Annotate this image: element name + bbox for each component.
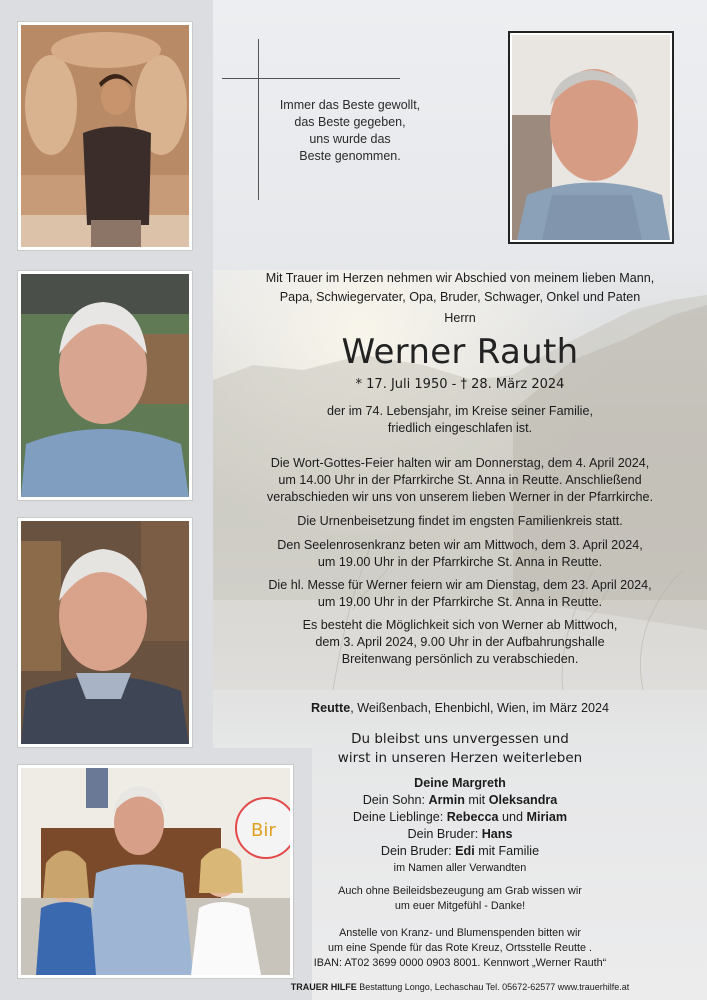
urn-burial: Die Urnenbeisetzung findet im engsten Familienkreis statt. — [297, 514, 623, 528]
son-mit: mit — [464, 793, 489, 807]
farewell-line: Es besteht die Möglichkeit sich von Werner ab Mittwoch, — [302, 618, 618, 632]
motto-line: Du bleibst uns unvergessen und — [351, 731, 569, 747]
note-line: Auch ohne Beileidsbezeugung am Grab wissen wir — [338, 885, 582, 897]
life-dates: * 17. Juli 1950 - † 28. März 2024 — [355, 377, 565, 392]
footer-details: Bestattung Longo, Lechaschau Tel. 05672-62577 www.trauerhilfe.at — [359, 982, 630, 992]
farewell-line: Breitenwang persönlich zu verabschieden. — [341, 652, 579, 666]
donation-line: um eine Spende für das Rote Kreuz, Ortsstelle Reutte . — [327, 942, 593, 954]
poem-line: uns wurde das — [309, 132, 391, 146]
mass-line: Die hl. Messe für Werner feiern wir am Dienstag, dem 23. April 2024, — [268, 578, 652, 592]
motto-line: wirst in unseren Herzen weiterleben — [337, 750, 583, 766]
bro1-prefix: Dein Bruder: — [407, 827, 482, 841]
fav-prefix: Deine Lieblinge: — [352, 810, 447, 824]
balloon-text: Bir — [251, 820, 276, 841]
cross-vertical — [258, 39, 259, 200]
footer — [225, 979, 695, 996]
mass-line: um 19.00 Uhr in der Pfarrkirche St. Anna in Reutte. — [317, 595, 603, 609]
rosary-line: Den Seelenrosenkranz beten wir am Mittwoch, dem 3. April 2024, — [277, 538, 643, 552]
passing-line: der im 74. Lebensjahr, im Kreise seiner Familie, — [327, 404, 593, 418]
bro1-name: Hans — [481, 827, 513, 841]
bro2-suffix: mit Familie — [474, 844, 540, 858]
footer-brand: TRAUER HILFE — [290, 982, 357, 992]
family-son — [225, 792, 695, 809]
poem-line: Beste genommen. — [299, 149, 401, 163]
intro-line: Mit Trauer im Herzen nehmen wir Abschied von meinem lieben Mann, — [265, 271, 655, 285]
deceased-name: Werner Rauth — [341, 332, 579, 372]
farewell-line: dem 3. April 2024, 9.00 Uhr in der Aufbahrungshalle — [315, 635, 605, 649]
memorial-poem — [270, 97, 430, 165]
intro-line: Papa, Schwiegervater, Opa, Bruder, Schwager, Onkel und Paten — [279, 290, 641, 304]
poem-line: Immer das Beste gewollt, — [279, 98, 421, 112]
photo-older-man-outdoors — [18, 271, 192, 500]
fav-name-2: Miriam — [526, 810, 568, 824]
family-favorites — [225, 809, 695, 826]
family-relatives: im Namen aller Verwandten — [393, 862, 527, 874]
son-name: Armin — [428, 793, 465, 807]
poem-line: das Beste gegeben, — [294, 115, 406, 129]
place-date — [225, 700, 695, 717]
photo-young-man-sepia — [18, 22, 192, 250]
salutation: Herrn — [444, 311, 476, 325]
bro2-prefix: Dein Bruder: — [380, 844, 456, 858]
photo-older-man-sweater — [18, 518, 192, 747]
ceremony-line: Die Wort-Gottes-Feier halten wir am Donnerstag, dem 4. April 2024, — [270, 456, 650, 470]
fav-und: und — [498, 810, 527, 824]
bro2-name: Edi — [455, 844, 475, 858]
place-town: Reutte — [311, 701, 351, 715]
family-wife: Deine Margreth — [414, 776, 506, 790]
donation-line: IBAN: AT02 3699 0000 0903 8001. Kennwort „Werner Rauth“ — [313, 957, 607, 969]
rosary-line: um 19.00 Uhr in der Pfarrkirche St. Anna in Reutte. — [317, 555, 603, 569]
passing-line: friedlich eingeschlafen ist. — [387, 421, 533, 435]
cross-horizontal — [222, 78, 400, 79]
photo-portrait-plaid-shirt — [510, 33, 672, 242]
fav-name-1: Rebecca — [446, 810, 499, 824]
place-rest: , Weißenbach, Ehenbichl, Wien, im März 2024 — [350, 701, 609, 715]
note-line: um euer Mitgefühl - Danke! — [394, 900, 526, 912]
son-partner-name: Oleksandra — [488, 793, 558, 807]
son-prefix: Dein Sohn: — [362, 793, 429, 807]
family-brother-2 — [225, 843, 695, 860]
ceremony-line: verabschieden wir uns von unserem lieben Werner in der Pfarrkirche. — [266, 490, 654, 504]
donation-line: Anstelle von Kranz- und Blumenspenden bitten wir — [339, 927, 581, 939]
family-brother-1 — [225, 826, 695, 843]
ceremony-line: um 14.00 Uhr in der Pfarrkirche St. Anna in Reutte. Anschließend — [278, 473, 642, 487]
